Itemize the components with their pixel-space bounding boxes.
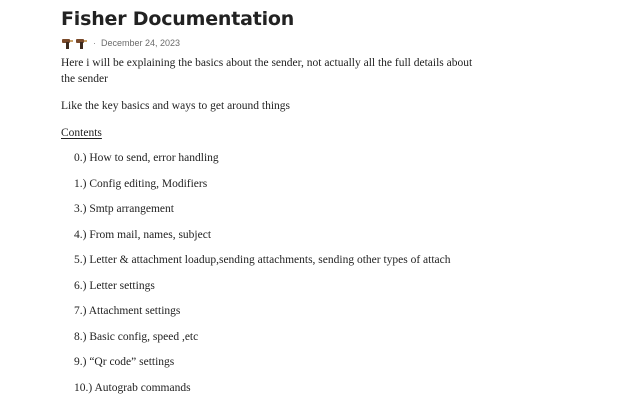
secondary-paragraph: Like the key basics and ways to get around things [61, 100, 290, 112]
article [61, 6, 601, 405]
intro-paragraph: Here i will be explaining the basics about the sender, not actually all the full details about the sender [61, 57, 473, 85]
page-title: Fisher Documentation [61, 8, 295, 30]
toc-item[interactable]: 10.) Autograb commands [74, 381, 191, 394]
toc-item[interactable]: 6.) Letter settings [74, 279, 155, 292]
publish-date: December 24, 2023 [101, 38, 181, 48]
toc-item[interactable]: 3.) Smtp arrangement [74, 203, 174, 215]
hammer-emoji-icon [61, 38, 74, 49]
contents-heading[interactable]: Contents [61, 127, 102, 139]
toc-item[interactable]: 8.) Basic config, speed ,etc [74, 330, 199, 343]
toc-item[interactable]: 4.) From mail, names, subject [74, 228, 212, 241]
hammer-emoji-icon [75, 38, 88, 49]
article-meta [61, 36, 601, 50]
toc-item[interactable]: 1.) Config editing, Modifiers [74, 177, 208, 190]
meta-separator: · [93, 38, 96, 48]
table-of-contents [61, 150, 601, 405]
toc-item[interactable]: 0.) How to send, error handling [74, 152, 219, 164]
toc-item[interactable]: 7.) Attachment settings [74, 305, 181, 317]
toc-item[interactable]: 5.) Letter & attachment loadup,sending attachments, sending other types of attach [74, 254, 451, 266]
author-avatar[interactable] [61, 38, 88, 49]
toc-item[interactable]: 9.) “Qr code” settings [74, 356, 175, 368]
